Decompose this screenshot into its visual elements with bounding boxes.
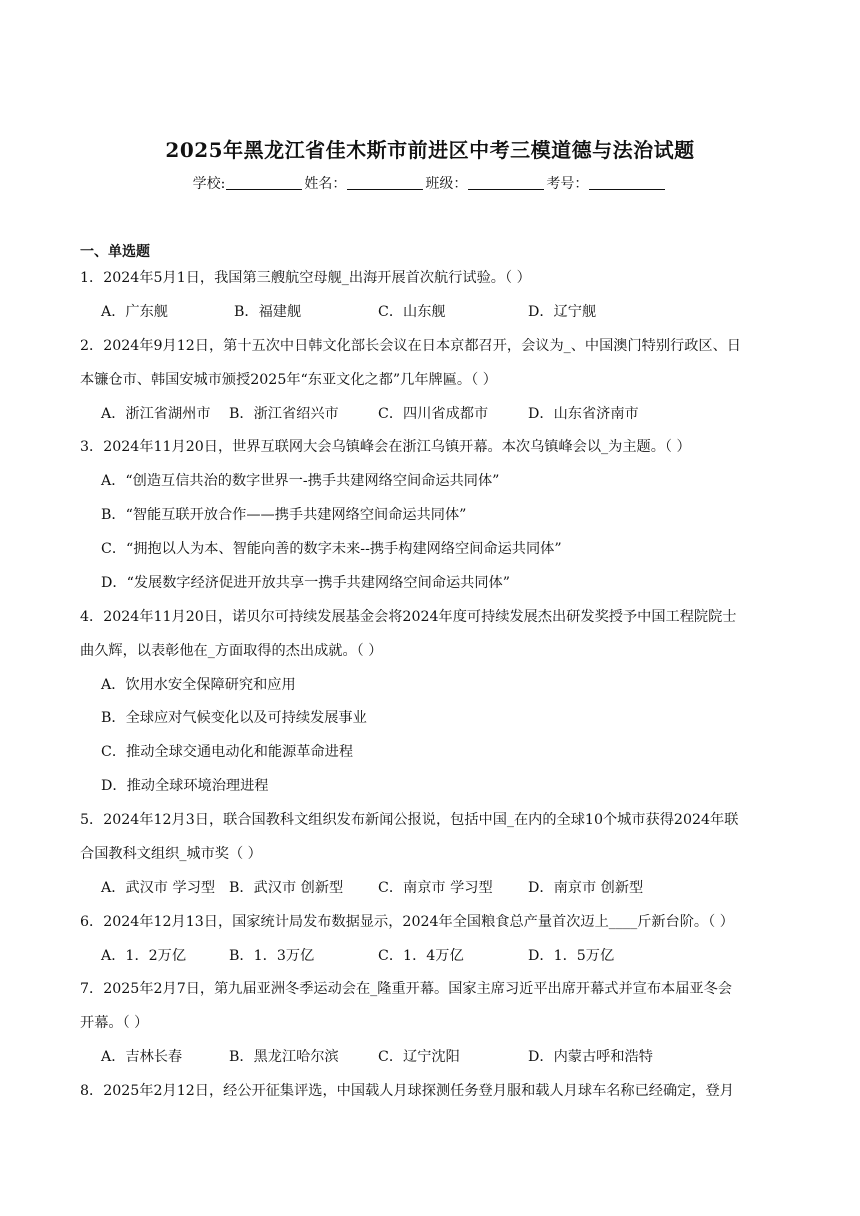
- option-a: A．1．2万亿: [101, 948, 187, 964]
- option-c: C．辽宁沈阳: [378, 1049, 460, 1065]
- question-4-option-c: C．推动全球交通电动化和能源革命进程: [101, 744, 354, 760]
- option-a: A．武汉市 学习型: [101, 880, 216, 896]
- question-3-stem: 3．2024年11月20日，世界互联网大会乌镇峰会在浙江乌镇开幕。本次乌镇峰会以_为主题。（ ）: [80, 439, 691, 455]
- option-d: D．内蒙古呼和浩特: [528, 1049, 653, 1065]
- question-4-stem-line-2: 曲久辉，以表彰他在_方面取得的杰出成就。（ ）: [80, 643, 383, 659]
- question-7-stem-line-1: 7．2025年2月7日，第九届亚洲冬季运动会在_隆重开幕。国家主席习近平出席开幕式并宣布本届亚冬会: [80, 981, 732, 997]
- option-b: B．浙江省绍兴市: [229, 406, 339, 422]
- question-1-stem: 1．2024年5月1日，我国第三艘航空母舰_出海开展首次航行试验。（ ）: [80, 270, 531, 286]
- option-a: A．浙江省湖州市: [101, 406, 211, 422]
- option-c: C．南京市 学习型: [378, 880, 493, 896]
- question-3-option-d: D．“发展数字经济促进开放共享一携手共建网络空间命运共同体”: [101, 575, 510, 591]
- option-a: A．吉林长春: [101, 1049, 183, 1065]
- school-label: 学校:: [192, 176, 226, 192]
- option-c: C．山东舰: [378, 304, 446, 320]
- class-label: 班级：: [425, 176, 468, 192]
- option-b: B．1．3万亿: [229, 948, 315, 964]
- option-d: D．山东省济南市: [528, 406, 639, 422]
- question-7-stem-line-2: 开幕。（ ）: [80, 1015, 149, 1031]
- question-4-option-b: B．全球应对气候变化以及可持续发展事业: [101, 710, 367, 726]
- option-d: D．南京市 创新型: [528, 880, 644, 896]
- option-a: A．广东舰: [101, 304, 168, 320]
- question-8-stem-line-1: 8．2025年2月12日，经公开征集评选，中国载人月球探测任务登月服和载人月球车名称已经确定，登月: [80, 1083, 734, 1099]
- option-d: D．辽宁舰: [528, 304, 597, 320]
- class-blank[interactable]: [468, 175, 544, 190]
- option-b: B．福建舰: [234, 304, 302, 320]
- exam-number-blank[interactable]: [589, 175, 665, 190]
- question-4-stem-line-1: 4．2024年11月20日，诺贝尔可持续发展基金会将2024年度可持续发展杰出研发奖授予中国工程院院士: [80, 609, 737, 625]
- option-b: B．黑龙江哈尔滨: [229, 1049, 339, 1065]
- option-b: B．武汉市 创新型: [229, 880, 344, 896]
- name-blank[interactable]: [347, 175, 423, 190]
- exam-number-label: 考号：: [546, 176, 589, 192]
- question-3-option-b: B．“智能互联开放合作——携手共建网络空间命运共同体”: [101, 507, 467, 523]
- question-3-option-a: A．“创造互信共治的数字世界一-携手共建网络空间命运共同体”: [101, 473, 500, 489]
- school-blank[interactable]: [226, 175, 302, 190]
- exam-title: 2025年黑龙江省佳木斯市前进区中考三模道德与法治试题: [165, 138, 695, 162]
- question-3-option-c: C．“拥抱以人为本、智能向善的数字未来--携手构建网络空间命运共同体”: [101, 541, 562, 557]
- name-label: 姓名：: [304, 176, 347, 192]
- question-6-stem: 6．2024年12月13日，国家统计局发布数据显示，2024年全国粮食总产量首次迈上____斤新台阶。（ ）: [80, 914, 734, 930]
- question-5-stem-line-1: 5．2024年12月3日，联合国教科文组织发布新闻公报说，包括中国_在内的全球10个城市获得2024年联: [80, 812, 739, 828]
- option-c: C．1．4万亿: [378, 948, 464, 964]
- question-4-option-a: A．饮用水安全保障研究和应用: [101, 677, 296, 693]
- question-2-stem-line-2: 本镰仓市、韩国安城市颁授2025年“东亚文化之都”几年牌匾。（ ）: [80, 372, 497, 388]
- question-5-stem-line-2: 合国教科文组织_城市奖（ ）: [80, 846, 262, 862]
- question-2-stem-line-1: 2．2024年9月12日，第十五次中日韩文化部长会议在日本京都召开，会议为_、中国澳门特别行政区、日: [80, 338, 741, 354]
- option-c: C．四川省成都市: [378, 406, 489, 422]
- student-info-line: [0, 173, 860, 193]
- option-d: D．1．5万亿: [528, 948, 615, 964]
- section-heading: 一、单选题: [80, 244, 150, 260]
- question-4-option-d: D．推动全球环境治理进程: [101, 778, 269, 794]
